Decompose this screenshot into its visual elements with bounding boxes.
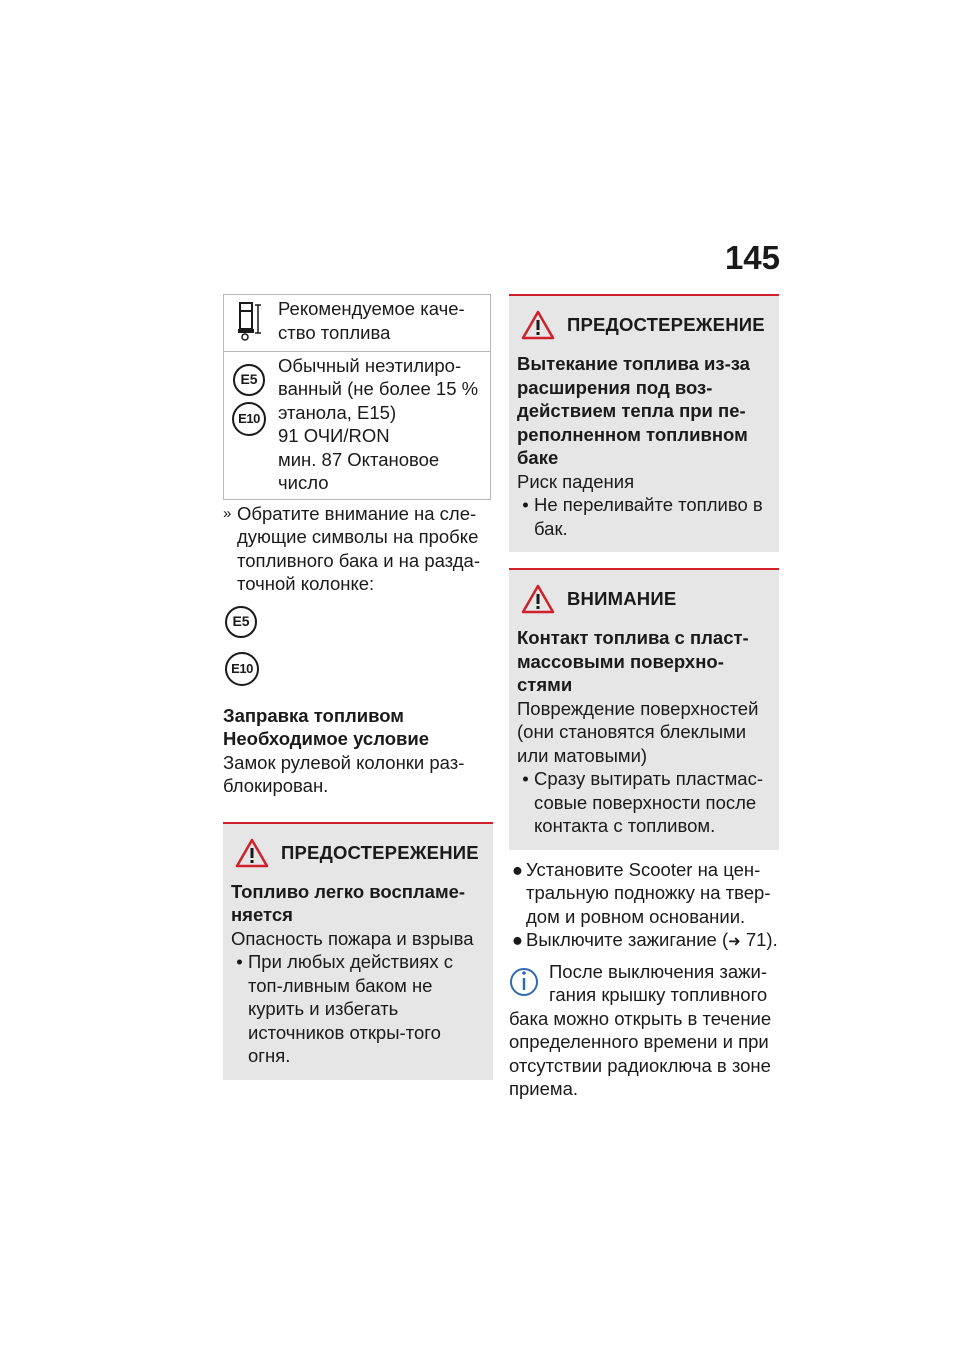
bullet-dot: ● xyxy=(511,858,524,880)
step-text xyxy=(526,928,779,954)
e5-badge-icon: E5 xyxy=(225,606,257,638)
bullet-text: При любых действиях с топ-ливным баком не курить и избегать источников откры-того огня. xyxy=(248,951,453,1066)
instruction-step xyxy=(223,502,493,596)
fuel-spec-table xyxy=(223,294,491,500)
warning-label: ПРЕДОСТЕРЕЖЕНИЕ xyxy=(567,314,765,336)
fuel-badges-cell xyxy=(224,351,279,499)
caution-box xyxy=(509,568,779,850)
page-reference-arrow-icon: ➜ xyxy=(728,933,741,950)
step-text-part: ). xyxy=(766,929,778,950)
warning-box xyxy=(223,822,493,1080)
subsection-title: Необходимое условие xyxy=(223,728,430,749)
fuel-pump-cell xyxy=(224,295,279,352)
caution-label: ВНИМАНИЕ xyxy=(567,588,677,610)
warning-title: Топливо легко воспламе-няется xyxy=(231,880,466,925)
list-item xyxy=(517,493,769,540)
caution-header xyxy=(517,584,769,614)
bullet-dot: ● xyxy=(511,929,524,950)
warning-header xyxy=(231,838,483,868)
list-item xyxy=(509,858,779,929)
warning-triangle-icon xyxy=(521,310,555,340)
warning-triangle-icon xyxy=(235,838,269,868)
page-number: 145 xyxy=(724,239,780,276)
e10-badge-icon: E10 xyxy=(232,402,266,436)
step-text: Обратите внимание на сле-дующие символы на пробке топливного бака и на разда-точной колонке: xyxy=(237,502,481,594)
warning-text: Риск падения xyxy=(517,470,635,492)
left-column xyxy=(223,294,493,1080)
step-marker: » xyxy=(223,504,232,522)
bullet-dot: • xyxy=(522,494,529,515)
list-item xyxy=(517,767,769,838)
caution-title: Контакт топлива с пласт-массовыми поверхно-стями xyxy=(517,627,749,695)
bullet-text: Не переливайте топливо в бак. xyxy=(534,494,763,539)
note-text: бака можно открыть в течение определенного времени и при отсутствии радиоключа в зоне приема. xyxy=(509,1007,772,1099)
bullet-text: Сразу вытирать пластмас-совые поверхности после контакта с топливом. xyxy=(534,768,763,836)
caution-text: Повреждение поверхностей (они становятся блеклыми или матовыми) xyxy=(517,697,759,766)
warning-triangle-icon xyxy=(521,584,555,614)
fuel-spec-line: этанола, E15) xyxy=(278,401,397,423)
bullet-dot: • xyxy=(236,951,243,972)
fuel-spec-line: 91 ОЧИ/RON xyxy=(278,425,390,446)
right-column xyxy=(509,294,779,1101)
list-item xyxy=(509,928,779,954)
fuel-pump-icon xyxy=(232,297,266,341)
table-cell: Рекомендуемое каче-ство топлива xyxy=(278,298,465,343)
note-text: После выключения зажи-гания крышку топливного xyxy=(549,960,768,1005)
list-item xyxy=(231,950,483,1068)
info-icon-wrap xyxy=(509,960,549,1007)
info-icon xyxy=(509,960,539,998)
page-reference-link[interactable]: 71 xyxy=(745,929,767,950)
step-text-part: Выключите зажигание ( xyxy=(526,929,729,950)
warning-header xyxy=(517,310,769,340)
step-text: Установите Scooter на цен-тральную подножку на твер-дом и ровном основании. xyxy=(526,858,771,927)
fuel-spec-line: мин. 87 Октановое число xyxy=(278,448,440,493)
e10-badge-icon: E10 xyxy=(225,652,259,686)
bullet-dot: • xyxy=(522,768,529,789)
warning-text: Опасность пожара и взрыва xyxy=(231,927,474,949)
condition-text: Замок рулевой колонки раз-блокирован. xyxy=(223,751,465,796)
table-row xyxy=(224,351,491,499)
table-row xyxy=(224,295,491,352)
section-title: Заправка топливом xyxy=(223,704,404,726)
table-cell xyxy=(278,351,491,499)
fuel-spec-line: Обычный неэтилиро-ванный (не более 15 % xyxy=(278,354,479,399)
e5-badge-icon: E5 xyxy=(233,364,265,396)
warning-label: ПРЕДОСТЕРЕЖЕНИЕ xyxy=(281,841,479,863)
info-note xyxy=(509,960,779,1007)
warning-title: Вытекание топлива из-за расширения под воз-действием тепла при пе-реполненном топливном баке xyxy=(517,353,750,468)
warning-box xyxy=(509,294,779,552)
